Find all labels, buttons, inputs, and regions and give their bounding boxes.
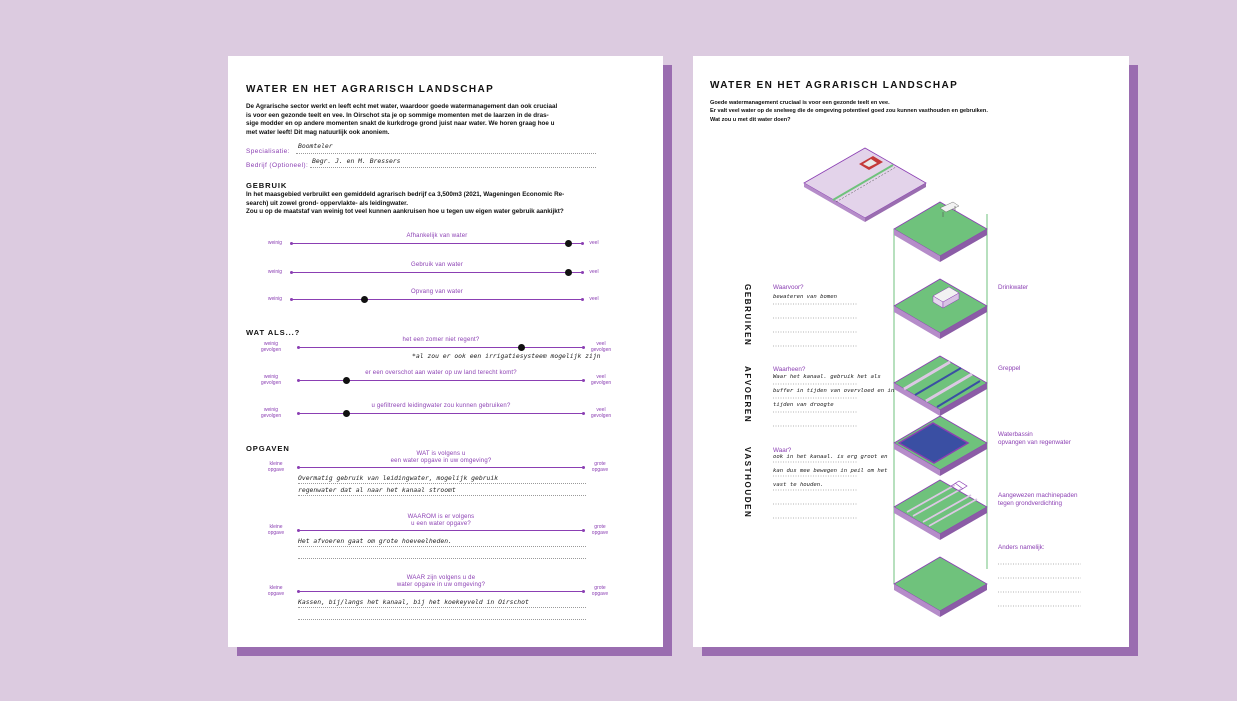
opgave-title-line1: WAAROM is er volgens [407, 514, 475, 520]
opgave-line [298, 483, 586, 484]
opgave-title-line1: WAT is volgens u [416, 451, 466, 457]
scale-track[interactable] [298, 347, 584, 348]
scale-end-right [582, 466, 585, 469]
scale-end-left [297, 590, 300, 593]
opgave-right-label: grote opgave [591, 524, 609, 536]
label-machinepaden-line1: Aangewezen machinepaden [998, 492, 1078, 499]
right-sheet [693, 56, 1129, 647]
scale-knob[interactable] [343, 377, 350, 384]
scale-title: u gefiltreerd leidingwater zou kunnen gebruiken? [371, 403, 511, 409]
scale-end-left [297, 412, 300, 415]
label-anders: Anders namelijk: [998, 544, 1045, 551]
specialisatie-value[interactable]: Boomteler [298, 142, 333, 150]
scale-end-right [582, 346, 585, 349]
intro-line: is voor een gezonde teelt en vee. In Oirschot sta je op sommige momenten met de laarzen in de dras- [246, 111, 549, 119]
intro-line: met water leeft! Dit mag natuurlijk ook anoniem. [246, 128, 390, 136]
scale-end-right [582, 412, 585, 415]
scale-knob[interactable] [518, 344, 525, 351]
scale-right-label: veel [589, 269, 599, 275]
label-waterbassin-line2: opvangen van regenwater [998, 438, 1071, 446]
scale-left-label: weinig gevolgen [260, 407, 282, 419]
label-drinkwater: Drinkwater [998, 284, 1029, 291]
opgaven-heading: OPGAVEN [246, 444, 290, 453]
answer-waarheen-1[interactable]: Waar het kanaal. gebruik het als [773, 374, 881, 380]
specialisatie-line [296, 153, 596, 154]
bedrijf-line [310, 167, 596, 168]
scale-right-label: veel [589, 296, 599, 302]
answer-waar-3[interactable]: vast te houden. [773, 482, 824, 488]
answer-waar-1[interactable]: ook in het kanaal. is erg groot en [773, 454, 888, 460]
layer-pasture [894, 202, 987, 262]
scale-left-label: weinig [267, 240, 283, 246]
label-machinepaden [998, 492, 1077, 507]
left-title: WATER EN HET AGRARISCH LANDSCHAP [246, 84, 495, 95]
scale-answer[interactable]: *al zou er ook een irrigatiesysteem mogelijk zijn [412, 352, 601, 360]
label-waterbassin [998, 431, 1071, 446]
gebruik-heading: GEBRUIK [246, 181, 288, 190]
opgave-line [298, 619, 586, 620]
scale-right-label: veel [589, 240, 599, 246]
question-waarheen: Waarheen? [773, 366, 806, 373]
opgave-right-label: grote opgave [591, 585, 609, 597]
opgave-line [298, 546, 586, 547]
scale-left-label: weinig gevolgen [260, 341, 282, 353]
layer-waterbassin [894, 416, 987, 476]
scale-end-left [290, 298, 293, 301]
intro-line: sige modder en op andere momenten snakt de kurkdroge grond juist naar water. We horen graag hoe u [246, 120, 555, 128]
opgave-title-line2: een water opgave in uw omgeving? [390, 458, 492, 464]
scale-knob[interactable] [343, 410, 350, 417]
intro-line: Goede watermanagement cruciaal is voor een gezonde teelt en vee. [710, 100, 890, 106]
scale-right-label: veel gevolgen [590, 407, 612, 419]
scale-title: er een overschot aan water op uw land terecht komt? [365, 370, 517, 376]
layer-machinepaden [894, 480, 987, 540]
opgave-answer-1[interactable]: Het afvoeren gaat om grote hoeveelheden. [298, 537, 452, 545]
scale-track[interactable] [291, 272, 583, 273]
scale-left-label: weinig [267, 269, 283, 275]
scale-track[interactable] [298, 380, 584, 381]
side-label-afvoeren: AFVOEREN [743, 366, 752, 424]
opgave-line [298, 558, 586, 559]
intro-line: Er valt veel water op de snelweg die de omgeving potentieel goed zou kunnen vasthouden en gebruiken. [710, 108, 988, 115]
gebruik-line: In het maasgebied verbruikt een gemiddeld agrarisch bedrijf ca 3,500m3 (2021, Wageningen Economic Re- [246, 191, 565, 198]
opgave-left-label: kleine opgave [267, 524, 285, 536]
scale-end-left [290, 242, 293, 245]
opgave-line [298, 607, 586, 608]
opgave-answer-2[interactable]: regenwater dat al naar het kanaal stroomt [298, 486, 456, 494]
answer-waar-2[interactable]: kan dus mee bewegen in peil om het [773, 468, 888, 474]
scale-end-right [582, 529, 585, 532]
bedrijf-value[interactable]: Begr. J. en M. Bressers [312, 157, 401, 165]
scale-knob[interactable] [565, 269, 572, 276]
intro-line: Wat zou u met dit water doen? [710, 116, 791, 123]
opgave-right-label: grote opgave [591, 461, 609, 473]
scale-title: het een zomer niet regent? [402, 337, 480, 343]
watals-heading: WAT ALS...? [246, 328, 301, 337]
answer-waarheen-3[interactable]: tijden van droogte [773, 402, 834, 408]
label-waterbassin-line1: Waterbassin [998, 431, 1033, 438]
opgave-answer-1[interactable]: Kassen, bij/langs het kanaal, bij het koekeyveld in Oirschot [298, 598, 529, 606]
gebruik-line: search) uit zowel grond- oppervlakte- als leidingwater. [246, 199, 409, 207]
scale-end-left [297, 346, 300, 349]
scale-knob[interactable] [361, 296, 368, 303]
scale-end-left [290, 271, 293, 274]
right-title: WATER EN HET AGRARISCH LANDSCHAP [710, 80, 959, 91]
opgave-title-line2: u een water opgave? [411, 521, 471, 527]
question-waar: Waar? [773, 447, 792, 454]
road-tile [804, 148, 926, 222]
opgave-left-label: kleine opgave [267, 461, 285, 473]
opgave-line [298, 495, 586, 496]
scale-left-label: weinig [267, 296, 283, 302]
scale-knob[interactable] [565, 240, 572, 247]
scale-title: Opvang van water [411, 289, 463, 295]
opgave-answer-1[interactable]: Overmatig gebruik van leidingwater, mogelijk gebruik [298, 474, 499, 482]
question-waarvoor: Waarvoor? [773, 284, 804, 291]
left-sheet [228, 56, 663, 647]
scale-end-right [582, 379, 585, 382]
scale-end-right [582, 590, 585, 593]
opgave-track[interactable] [298, 530, 584, 531]
scale-title: Afhankelijk van water [406, 233, 468, 239]
scale-end-left [297, 466, 300, 469]
side-label-gebruiken: GEBRUIKEN [743, 284, 752, 347]
opgave-title-line2: water opgave in uw omgeving? [396, 582, 486, 588]
layer-anders [894, 557, 987, 617]
opgave-track[interactable] [298, 467, 584, 468]
layer-greppel [894, 356, 987, 416]
opgave-left-label: kleine opgave [267, 585, 285, 597]
specialisatie-label: Specialisatie: [246, 148, 290, 155]
scale-track[interactable] [291, 243, 583, 244]
scale-right-label: veel gevolgen [590, 341, 612, 353]
scale-end-left [297, 379, 300, 382]
gebruik-text [246, 191, 651, 217]
bedrijf-label: Bedrijf (Optioneel): [246, 162, 309, 169]
scale-right-label: veel gevolgen [590, 374, 612, 386]
layer-drinkwater [894, 279, 987, 339]
scale-title: Gebruik van water [410, 262, 464, 268]
side-label-vasthouden: VASTHOUDEN [743, 447, 752, 519]
gebruik-line: Zou u op de maatstaf van weinig tot veel kunnen aankruisen hoe u tegen uw eigen water gebruik aankijkt? [246, 208, 564, 216]
answer-waarheen-2[interactable]: buffer in tijden van overvloed en in [773, 388, 895, 394]
answer-waarvoor[interactable]: bewateren van bomen [773, 294, 837, 300]
scale-track[interactable] [291, 299, 583, 300]
opgave-title-line1: WAAR zijn volgens u de [406, 575, 476, 581]
scale-track[interactable] [298, 413, 584, 414]
opgave-track[interactable] [298, 591, 584, 592]
isometric-layers-illustration [693, 56, 1129, 647]
scale-end-left [297, 529, 300, 532]
intro-line: De Agrarische sector werkt en leeft echt met water, waardoor goede watermanagement dan ook cruciaal [246, 103, 558, 110]
label-greppel: Greppel [998, 365, 1021, 372]
left-intro [246, 103, 646, 137]
scale-left-label: weinig gevolgen [260, 374, 282, 386]
label-machinepaden-line2: tegen grondverdichting [998, 499, 1063, 507]
